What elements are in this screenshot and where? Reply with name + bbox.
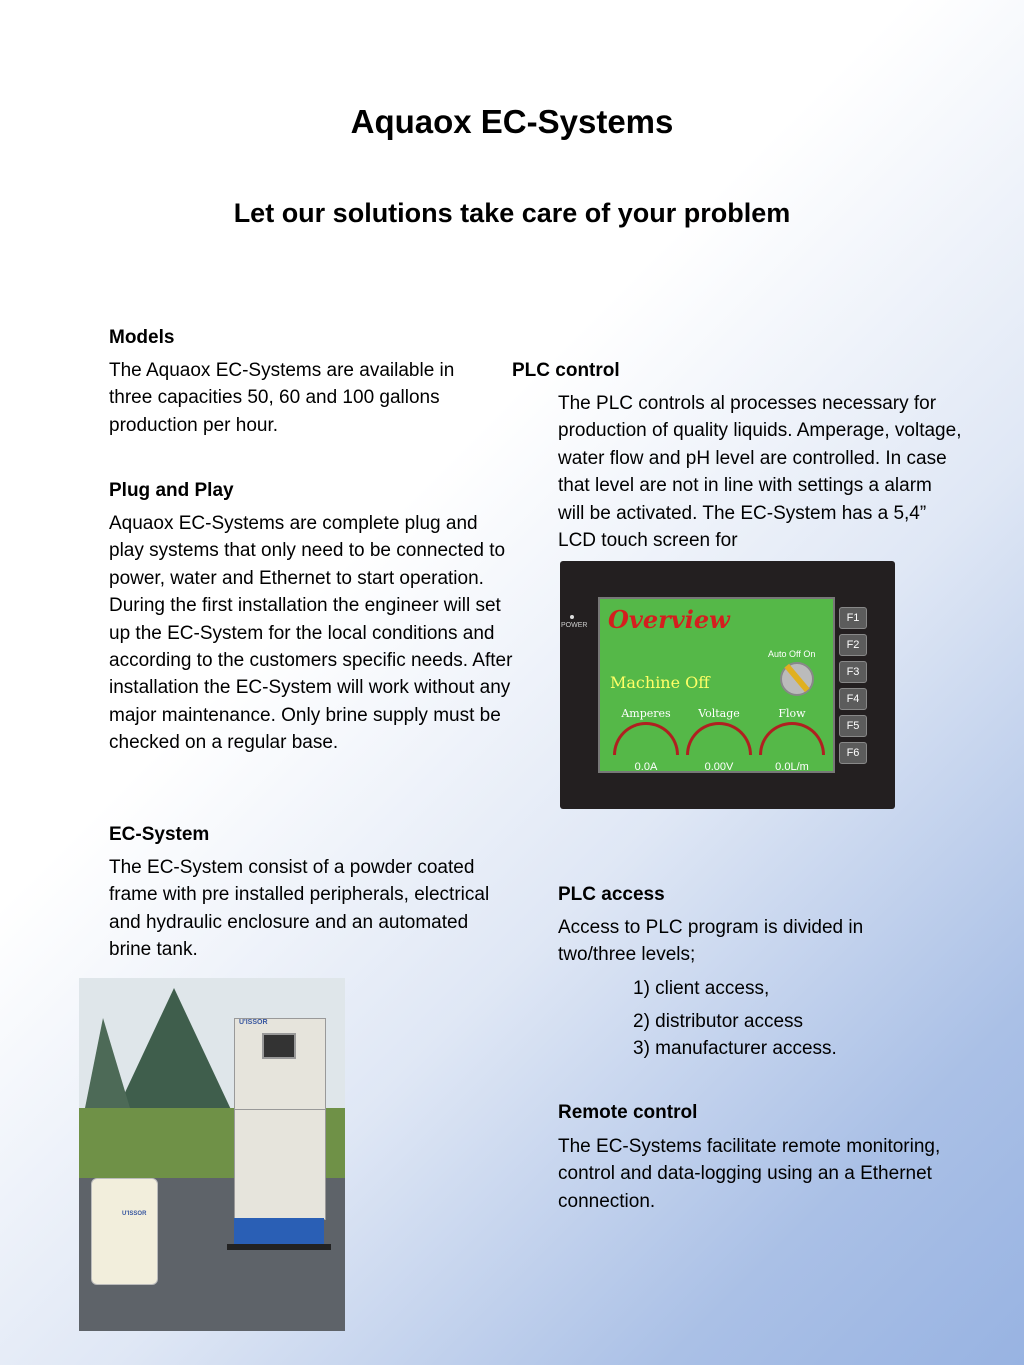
plc-control-heading: PLC control [512,360,620,381]
remote-control-heading: Remote control [558,1102,698,1123]
ec-system-photo [79,978,345,1331]
amperes-reading: 0.0A [634,761,658,773]
f1-key: F1 [839,607,867,629]
access-level-client: 1) client access, [633,978,770,999]
amperes-dial-icon [613,722,679,755]
amperes-gauge [612,707,680,773]
machine-status: Machine Off [610,673,710,692]
flow-gauge [758,707,826,773]
plc-access-heading: PLC access [558,884,665,905]
overview-title: Overview [608,605,730,634]
lcd-touch-screen-image [560,561,895,809]
voltage-gauge [685,707,753,773]
ec-system-heading: EC-System [109,824,210,845]
cabinet-brand-label: U'ISSOR [239,1019,268,1026]
voltage-dial-icon [686,722,752,755]
lcd-screen [598,597,835,773]
models-heading: Models [109,327,175,348]
f6-key: F6 [839,742,867,764]
f3-key: F3 [839,661,867,683]
flow-label: Flow [778,707,806,720]
plc-access-text: Access to PLC program is divided in two/three levels; [558,917,864,966]
auto-off-on-label: Auto Off On [768,649,816,659]
ec-cabinet [234,1018,326,1220]
voltage-reading: 0.00V [704,761,734,773]
brine-tank [91,1178,158,1285]
f2-key: F2 [839,634,867,656]
power-led-icon [570,615,574,619]
plug-and-play-text: Aquaox EC-Systems are complete plug and play systems that only need to be connected to power, water and Ethernet to start operation. During the first installation the engineer will set up the EC-System for the local conditions and according to the customers specific needs. After installation the EC-System will work without any major maintenance. Only brine supply must be checked on a regular base. [109,513,513,754]
models-text: The Aquaox EC-Systems are available in three capacities 50, 60 and 100 gallons production per hour. [109,360,455,436]
flow-reading: 0.0L/m [775,761,809,773]
voltage-label: Voltage [698,707,740,720]
plug-and-play-heading: Plug and Play [109,480,234,501]
amperes-label: Amperes [621,707,671,720]
f4-key: F4 [839,688,867,710]
flow-dial-icon [759,722,825,755]
plc-control-text: The PLC controls al processes necessary for production of quality liquids. Amperage, voltage, water flow and pH level are controlled. In case that level are not in line with settings a alarm will be activated. The EC-System has a 5,4” LCD touch screen for [558,393,962,552]
selector-switch-icon [780,662,814,696]
power-label: POWER [561,622,588,629]
access-level-distributor: 2) distributor access [633,1011,804,1032]
access-level-manufacturer: 3) manufacturer access. [633,1038,837,1059]
remote-control-text: The EC-Systems facilitate remote monitoring, control and data-logging using an a Ethernet connection. [558,1136,941,1212]
page-title: Aquaox EC-Systems [350,103,674,140]
f5-key: F5 [839,715,867,737]
page-subtitle: Let our solutions take care of your problem [233,198,791,228]
tank-brand-label: U'ISSOR [122,1211,147,1217]
ec-system-text: The EC-System consist of a powder coated frame with pre installed peripherals, electrical and hydraulic enclosure and an automated brine tank. [109,857,490,961]
